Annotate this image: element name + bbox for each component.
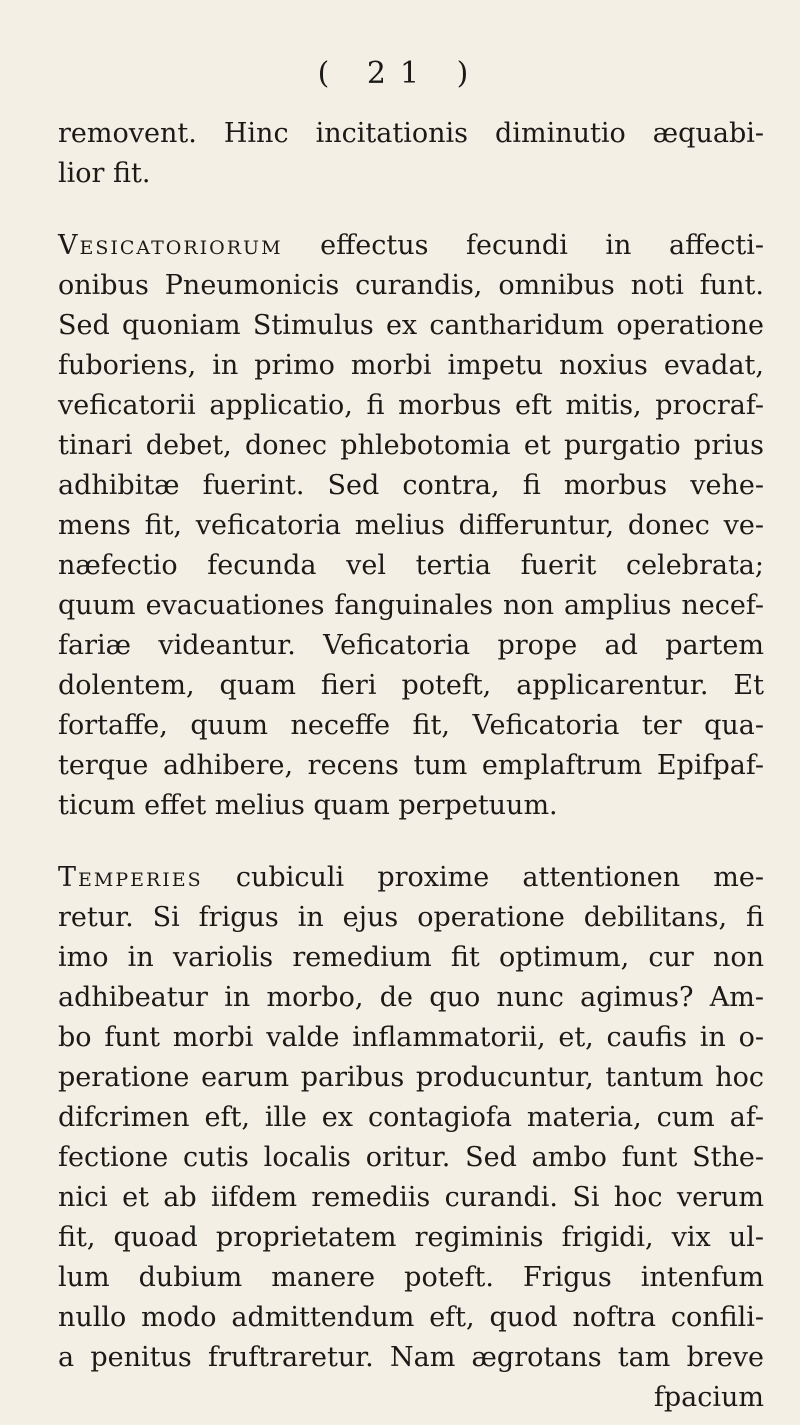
- text-line: removent. Hinc incitationis diminutio æquabi-: [58, 118, 764, 149]
- paragraph-lead-word: Temperies: [58, 862, 203, 893]
- page-number: ( 21 ): [317, 56, 483, 91]
- text-line: nullo modo admittendum eft, quod noftra confili-: [58, 1302, 764, 1333]
- text-line: ticum effet melius quam perpetuum.: [58, 790, 558, 821]
- text-line: fuboriens, in primo morbi impetu noxius evadat,: [58, 350, 764, 381]
- catchword-row: [58, 1378, 764, 1418]
- paragraph-gap: [58, 194, 764, 226]
- text-line: lior fit.: [58, 158, 151, 189]
- text-line: peratione earum paribus producuntur, tantum hoc: [58, 1062, 764, 1093]
- text-line: Sed quoniam Stimulus ex cantharidum operatione: [58, 310, 764, 341]
- text-fragment: effectus fecundi in affecti-: [282, 230, 764, 261]
- text-line: fortaffe, quum neceffe fit, Veficatoria ter qua-: [58, 710, 764, 741]
- text-line: lum dubium manere poteft. Frigus intenfum: [58, 1262, 764, 1293]
- text-line: fariæ videantur. Veficatoria prope ad partem: [58, 630, 764, 661]
- text-line: terque adhibere, recens tum emplaftrum Epifpaf-: [58, 750, 764, 781]
- text-line: næfectio fecunda vel tertia fuerit celebrata;: [58, 550, 764, 581]
- text-line: difcrimen eft, ille ex contagiofa materia, cum af-: [58, 1102, 764, 1133]
- text-line: bo funt morbi valde inflammatorii, et, caufis in o-: [58, 1022, 764, 1053]
- text-line: a penitus fruftraretur. Nam ægrotans tam breve: [58, 1342, 764, 1373]
- text-line: veficatorii applicatio, fi morbus eft mitis, procraf-: [58, 390, 764, 421]
- text-line: dolentem, quam fieri poteft, applicarentur. Et: [58, 670, 764, 701]
- paragraph-lead-word: Vesicatoriorum: [58, 230, 283, 261]
- text-line: nici et ab iifdem remediis curandi. Si hoc verum: [58, 1182, 764, 1213]
- text-line: [58, 226, 764, 266]
- text-line: fectione cutis localis oritur. Sed ambo funt Sthe-: [58, 1142, 764, 1173]
- text-line: onibus Pneumonicis curandis, omnibus noti funt.: [58, 270, 764, 301]
- text-line: [58, 858, 764, 898]
- text-line: quum evacuationes fanguinales non amplius necef-: [58, 590, 764, 621]
- text-line: imo in variolis remedium fit optimum, cur non: [58, 942, 764, 973]
- text-line: tinari debet, donec phlebotomia et purgatio prius: [58, 430, 764, 461]
- text-line: fit, quoad proprietatem regiminis frigidi, vix ul-: [58, 1222, 764, 1253]
- catchword: fpacium: [653, 1382, 764, 1413]
- body-text: [58, 114, 764, 1418]
- text-line: retur. Si frigus in ejus operatione debilitans, fi: [58, 902, 764, 933]
- text-line: adhibeatur in morbo, de quo nunc agimus? Am-: [58, 982, 764, 1013]
- text-line: mens fit, veficatoria melius differuntur, donec ve-: [58, 510, 764, 541]
- text-fragment: cubiculi proxime attentionen me-: [202, 862, 764, 893]
- text-line: adhibitæ fuerint. Sed contra, fi morbus vehe-: [58, 470, 764, 501]
- paragraph-gap: [58, 826, 764, 858]
